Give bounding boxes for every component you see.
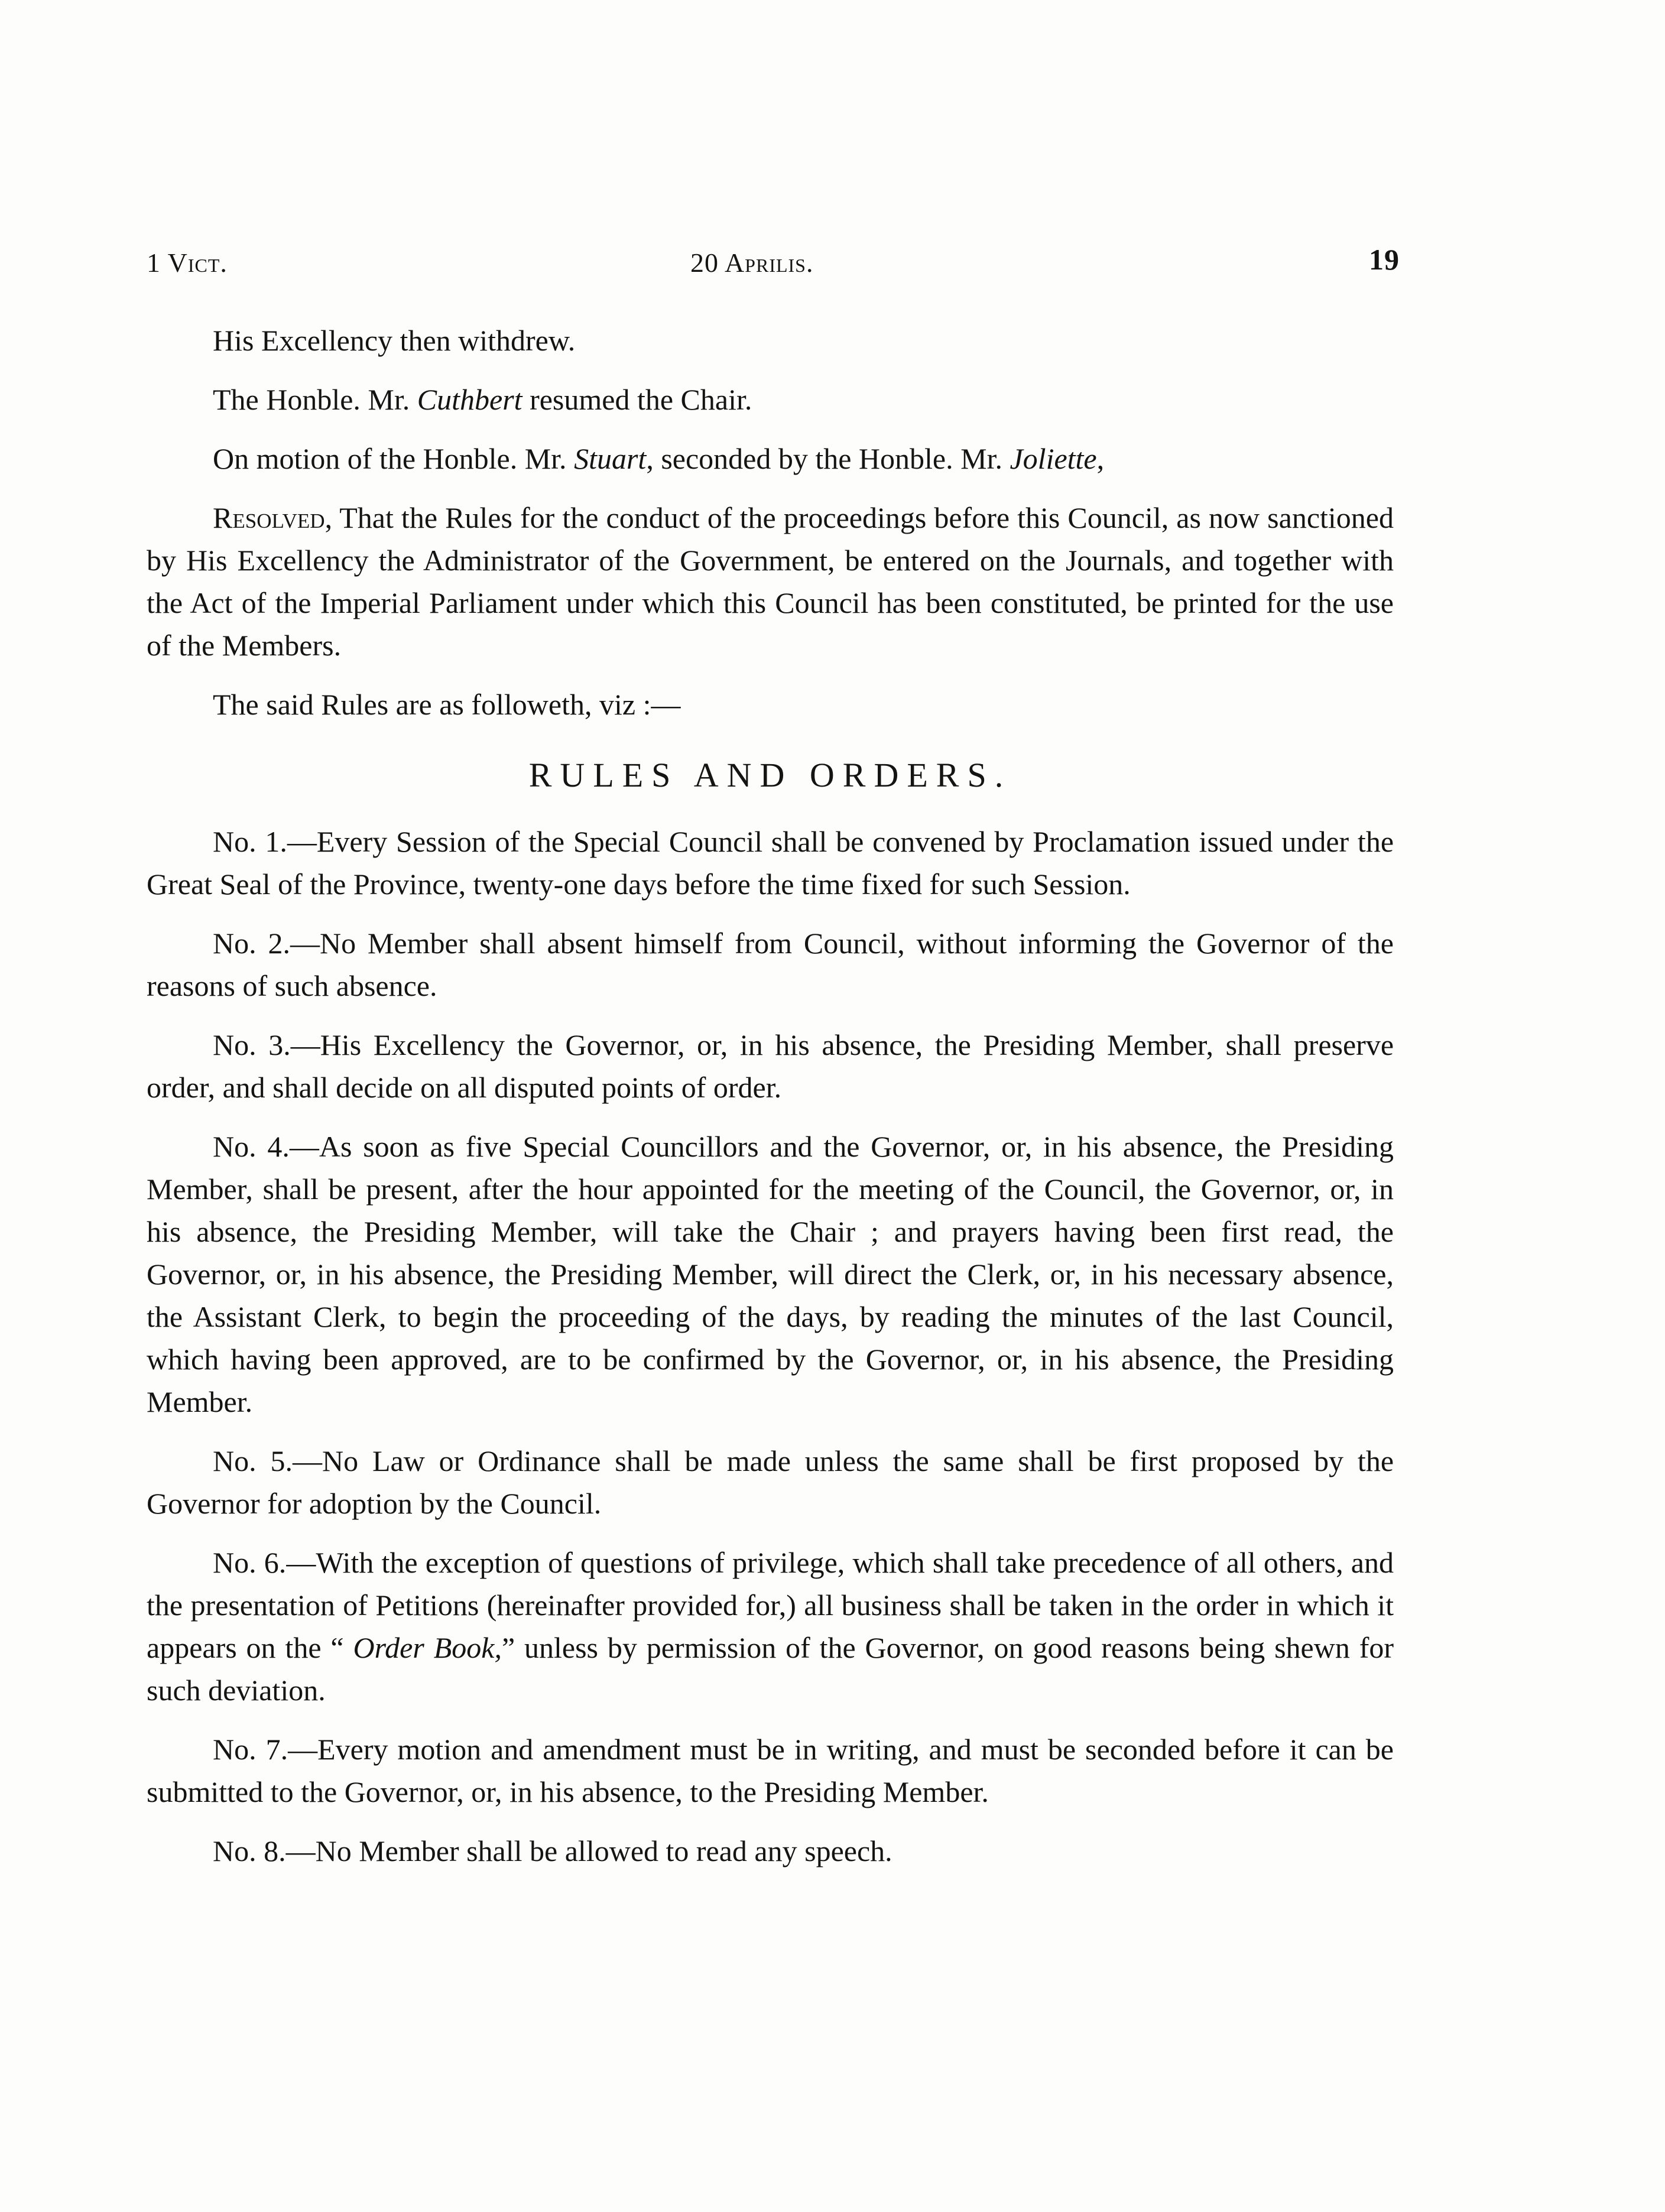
text-segment: The Honble. Mr. (213, 383, 417, 416)
rule-8 (147, 1830, 1394, 1872)
rule-4 (147, 1125, 1394, 1423)
paragraph-text: His Excellency then withdrew. (213, 324, 576, 357)
rule-number: No. 3. (213, 1028, 291, 1061)
text-segment: , (1096, 442, 1105, 475)
rule-7 (147, 1728, 1394, 1813)
rule-number: No. 2. (213, 927, 290, 960)
rule-number: No. 1. (213, 825, 287, 858)
person-name: Joliette (1010, 442, 1097, 475)
paragraph-resolved (147, 496, 1394, 667)
rule-6 (147, 1541, 1394, 1711)
paragraph-text: That the Rules for the conduct of the proceedings before this Council, as now sanctioned by His Excellency the Administrator of the Government, be entered on the Journals, and together with the Act of the Imperial Parliament under which this Council has been constituted, be printed for the use of the Members. (147, 501, 1394, 662)
rule-1 (147, 820, 1394, 905)
rule-text: —As soon as five Special Councillors and the Governor, or, in his absence, the Presiding Member, shall be present, after the hour appointed for the meeting of the Council, the Governor, or, in his absence, the Presiding Member, will take the Chair ; and prayers having been first read, the Governor, or, in his absence, the Presiding Member, will direct the Clerk, or, in his necessary absence, the Assistant Clerk, to begin the proceeding of the days, by reading the minutes of the last Council, which having been approved, are to be confirmed by the Governor, or, in his absence, the Presiding Member. (147, 1130, 1394, 1418)
rule-5 (147, 1440, 1394, 1525)
rule-3 (147, 1024, 1394, 1109)
rule-number: No. 5. (213, 1444, 293, 1477)
resolved-lead: Resolved, (213, 501, 333, 534)
rule-text: —No Law or Ordinance shall be made unless the same shall be first proposed by the Governor for adoption by the Council. (147, 1444, 1394, 1520)
rule-text: —No Member shall absent himself from Council, without informing the Governor of the reasons of such absence. (147, 927, 1394, 1002)
paragraph-text: The said Rules are as followeth, viz :— (213, 688, 681, 721)
rule-number: No. 4. (213, 1130, 290, 1163)
document-body (147, 319, 1394, 1889)
header-date: 20 Aprilis. (690, 248, 814, 278)
paragraph-chair (147, 378, 1394, 421)
page-number: 19 (1369, 243, 1400, 276)
text-segment: resumed the Chair. (522, 383, 752, 416)
paragraph-withdrew (147, 319, 1394, 362)
rule-2 (147, 922, 1394, 1007)
person-name: Cuthbert (417, 383, 522, 416)
rule-number: No. 7. (213, 1733, 288, 1766)
header-regnal-year: 1 Vict. (147, 248, 228, 278)
text-segment: On motion of the Honble. Mr. (213, 442, 575, 475)
paragraph-motion (147, 437, 1394, 480)
rule-text: —No Member shall be allowed to read any speech. (285, 1834, 892, 1867)
rule-number: No. 8. (213, 1834, 286, 1867)
text-segment: , seconded by the Honble. Mr. (646, 442, 1010, 475)
paragraph-said-rules (147, 683, 1394, 726)
rule-text: —His Excellency the Governor, or, in his absence, the Presiding Member, shall preserve order, and shall decide on all disputed points of order. (147, 1028, 1394, 1104)
person-name: Stuart (574, 442, 647, 475)
rule-number: No. 6. (213, 1546, 287, 1579)
running-header (147, 243, 1400, 282)
rule-text: —Every Session of the Special Council shall be convened by Proclamation issued under the Great Seal of the Province, twenty-one days before the time fixed for such Session. (147, 825, 1394, 901)
rule-text: —Every motion and amendment must be in writing, and must be seconded before it can be submitted to the Governor, or, in his absence, to the Presiding Member. (147, 1733, 1394, 1808)
rule-text: —With the exception of questions of privilege, which shall take precedence of all others, and the presentation of Petitions (hereinafter provided for,) all business shall be taken in the order in which it appears on the “ (147, 1546, 1394, 1664)
order-book-title: Order Book, (353, 1631, 502, 1664)
rule-text: ” unless by permission of the Governor, on good reasons being shewn for such deviation. (147, 1631, 1394, 1707)
section-title: RULES AND ORDERS. (528, 756, 1012, 794)
